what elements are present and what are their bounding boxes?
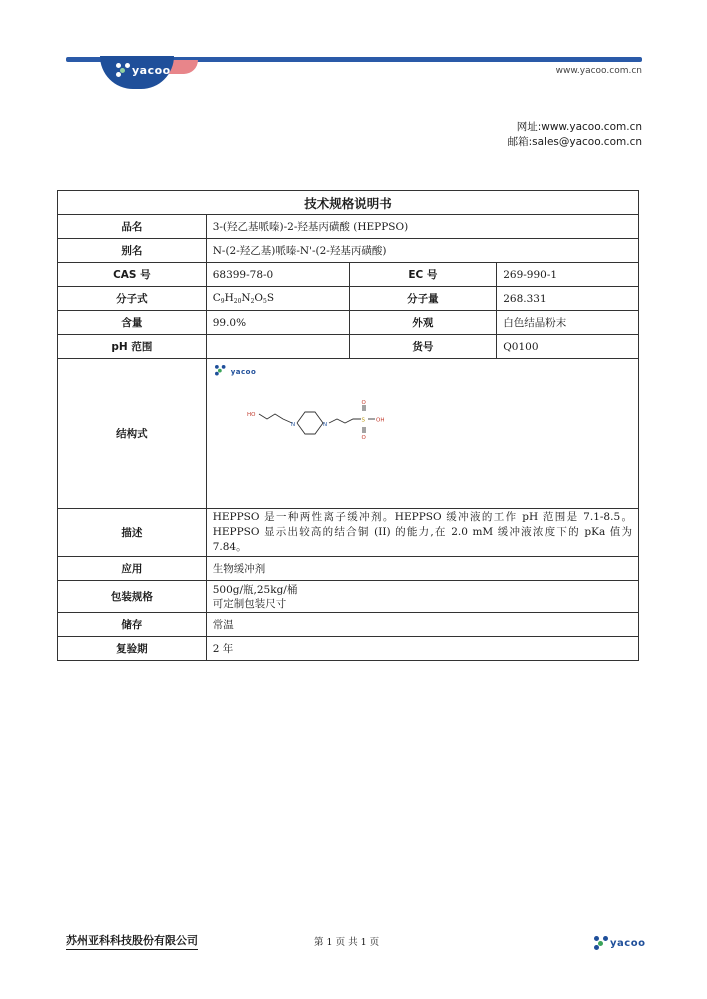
logo-text: yacoo: [230, 368, 257, 376]
mw-value: 268.331: [497, 287, 639, 311]
usage-value: 生物缓冲剂: [206, 557, 638, 581]
structure-logo: [215, 365, 257, 379]
logo-dots-icon: [594, 936, 610, 950]
logo-text: yacoo: [132, 63, 171, 77]
pack-line-1: 500g/瓶,25kg/桶: [212, 583, 298, 596]
contact-block: [508, 120, 642, 150]
contact-website[interactable]: 网址:www.yacoo.com.cn: [516, 121, 642, 133]
cas-value: 68399-78-0: [206, 263, 349, 287]
content-label: 含量: [58, 311, 207, 335]
product-name-label: 品名: [58, 215, 207, 239]
ph-label: pH 范围: [58, 335, 207, 359]
spec-table: [57, 190, 639, 661]
o-bottom-text: O: [361, 435, 366, 441]
storage-label: 储存: [58, 613, 207, 637]
spec-title: 技术规格说明书: [58, 191, 639, 215]
pack-label: 包装规格: [58, 581, 207, 613]
s-text: S: [361, 417, 365, 424]
content-value: 99.0%: [206, 311, 349, 335]
formula-value: $C_9H_{20}N_2O_5S$: [206, 287, 349, 311]
storage-value: 常温: [206, 613, 638, 637]
footer-company: 苏州亚科科技股份有限公司: [66, 932, 198, 950]
desc-cell: [206, 509, 638, 557]
ec-value: 269-990-1: [497, 263, 639, 287]
n2-text: N: [322, 422, 327, 428]
pack-line-2: 可定制包装尺寸: [212, 597, 287, 610]
header-url[interactable]: www.yacoo.com.cn: [555, 66, 642, 76]
contact-email[interactable]: 邮箱:sales@yacoo.com.cn: [507, 136, 642, 148]
structure-cell: [206, 359, 638, 509]
header-logo: [116, 63, 171, 77]
alias-label: 别名: [58, 239, 207, 263]
item-no-value: Q0100: [497, 335, 639, 359]
n1-text: N: [290, 422, 295, 428]
logo-text: yacoo: [610, 937, 646, 949]
product-name: 3-(羟乙基哌嗪)-2-羟基丙磺酸 (HEPPSO): [206, 215, 638, 239]
desc-text: HEPPSO 是一种两性离子缓冲剂。HEPPSO 缓冲液的工作 pH 范围是 7.1-8.5。HEPPSO 显示出较高的结合铜 (II) 的能力,在 2.0 mM 缓冲液浓度下的 pKa 值为 7.84。: [212, 511, 632, 553]
oh-left-text: HO: [246, 412, 256, 418]
logo-dots-icon: [116, 63, 132, 77]
retest-label: 复验期: [58, 637, 207, 661]
alias: N-(2-羟乙基)哌嗪-N'-(2-羟基丙磺酸): [206, 239, 638, 263]
usage-label: 应用: [58, 557, 207, 581]
formula-label: 分子式: [58, 287, 207, 311]
retest-value: 2 年: [206, 637, 638, 661]
o-top-text: O: [361, 400, 366, 406]
footer-logo: [594, 936, 645, 950]
desc-label: 描述: [58, 509, 207, 557]
appearance-label: 外观: [349, 311, 497, 335]
mw-label: 分子量: [349, 287, 497, 311]
footer-page-number: 第 1 页 共 1 页: [314, 937, 380, 948]
item-no-label: 货号: [349, 335, 497, 359]
logo-dots-icon: [215, 365, 227, 376]
oh-right-text: OH: [375, 417, 385, 424]
cas-label: CAS 号: [58, 263, 207, 287]
ec-label: EC 号: [349, 263, 497, 287]
structure-diagram: [245, 395, 395, 465]
appearance-value: 白色结晶粉末: [497, 311, 639, 335]
structure-label: 结构式: [58, 359, 207, 509]
pack-cell: [206, 581, 638, 613]
ph-value: [206, 335, 349, 359]
